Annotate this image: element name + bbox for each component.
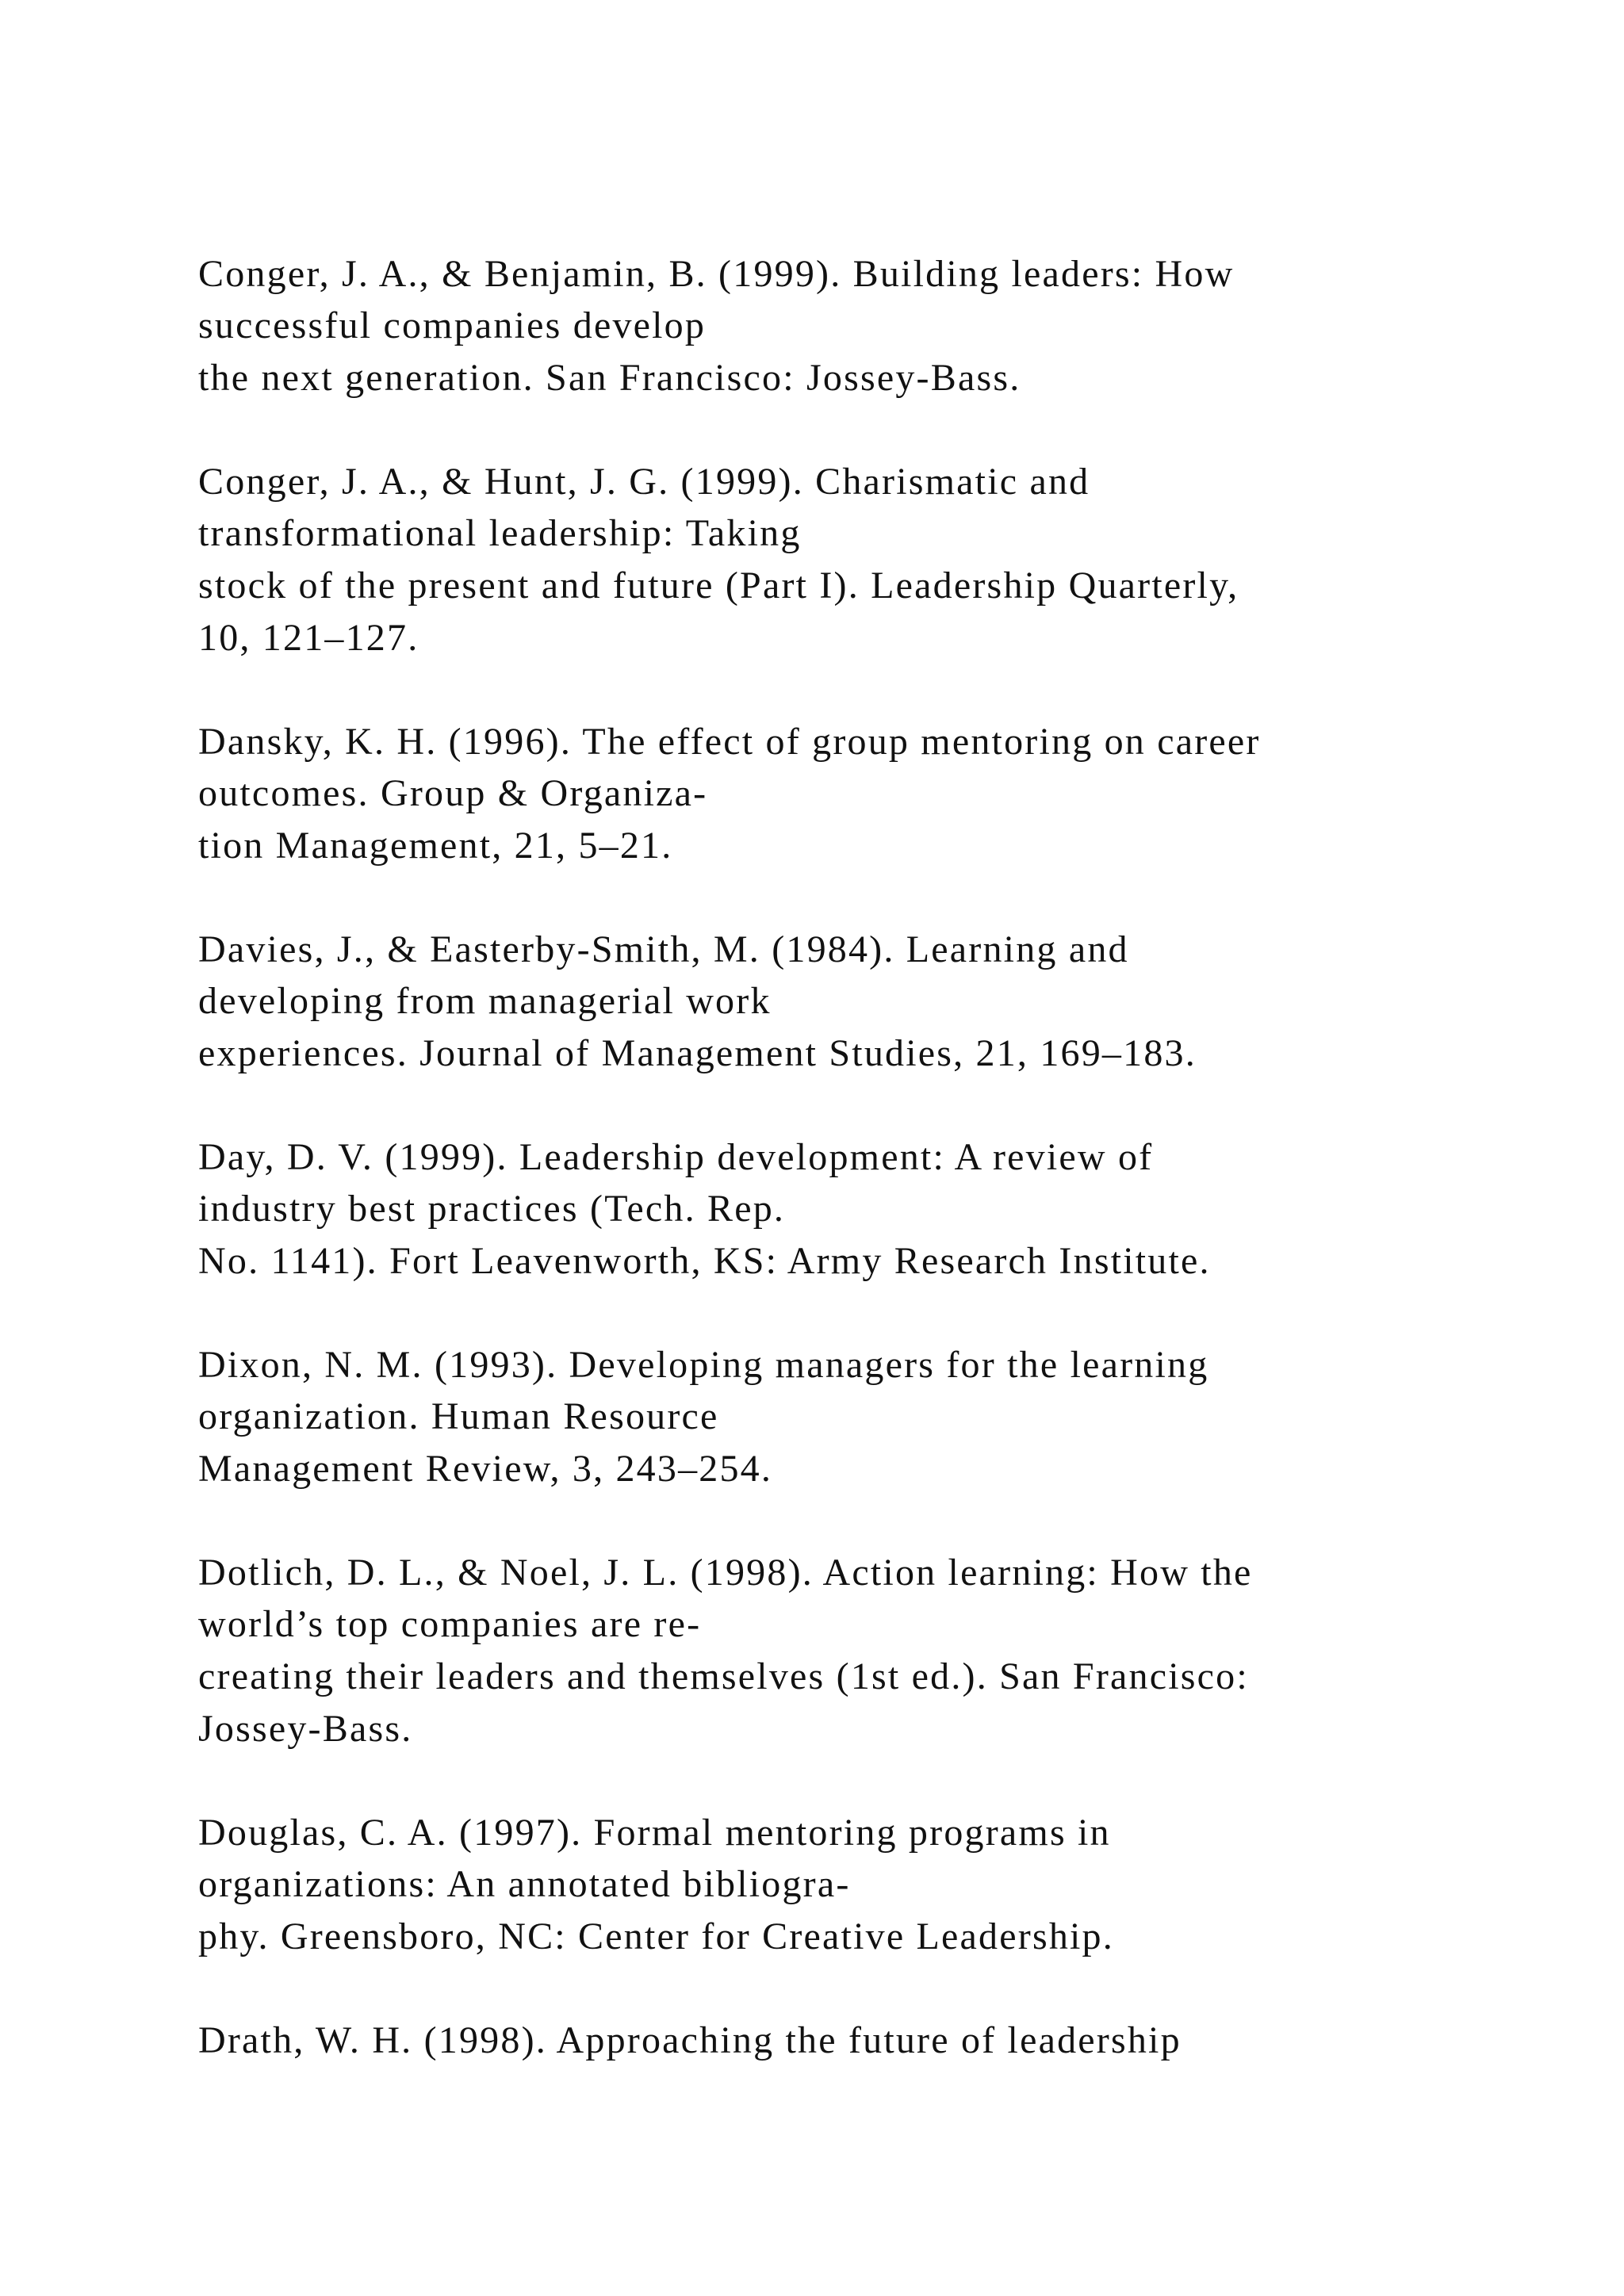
reference-line: Jossey-Bass. [198,1708,413,1750]
reference-line: industry best practices (Tech. Rep. [198,1188,786,1230]
reference-line: Dotlich, D. L., & Noel, J. L. (1998). Action learning: How the [198,1552,1253,1594]
reference-line: successful companies develop [198,304,707,346]
reference-line: Dansky, K. H. (1996). The effect of group mentoring on career [198,721,1261,763]
reference-line: stock of the present and future (Part I). Leadership Quarterly, [198,564,1239,607]
reference-line: Conger, J. A., & Benjamin, B. (1999). Building leaders: How [198,253,1235,295]
reference-line: Davies, J., & Easterby-Smith, M. (1984). Learning and [198,928,1129,970]
reference-line: Drath, W. H. (1998). Approaching the future of leadership [198,2019,1182,2061]
reference-line: Day, D. V. (1999). Leadership development: A review of [198,1136,1154,1178]
reference-line: organizations: An annotated bibliogra- [198,1863,851,1905]
reference-line: developing from managerial work [198,980,772,1022]
reference-line: Management Review, 3, 243–254. [198,1448,773,1490]
reference-line: phy. Greensboro, NC: Center for Creative Leadership. [198,1915,1114,1957]
reference-line: the next generation. San Francisco: Jossey-Bass. [198,357,1021,399]
reference-line: 10, 121–127. [198,617,419,659]
reference-line: tion Management, 21, 5–21. [198,825,673,867]
reference-line: creating their leaders and themselves (1st ed.). San Francisco: [198,1655,1249,1697]
reference-line: transformational leadership: Taking [198,512,802,554]
reference-line: Dixon, N. M. (1993). Developing managers for the learning [198,1344,1209,1386]
reference-line: Conger, J. A., & Hunt, J. G. (1999). Charismatic and [198,461,1090,503]
reference-line: outcomes. Group & Organiza- [198,772,708,814]
reference-line: experiences. Journal of Management Studies, 21, 169–183. [198,1032,1197,1074]
reference-line: No. 1141). Fort Leavenworth, KS: Army Research Institute. [198,1240,1211,1282]
reference-line: Douglas, C. A. (1997). Formal mentoring programs in [198,1812,1111,1854]
reference-line: organization. Human Resource [198,1395,719,1437]
reference-line: world’s top companies are re- [198,1603,702,1645]
